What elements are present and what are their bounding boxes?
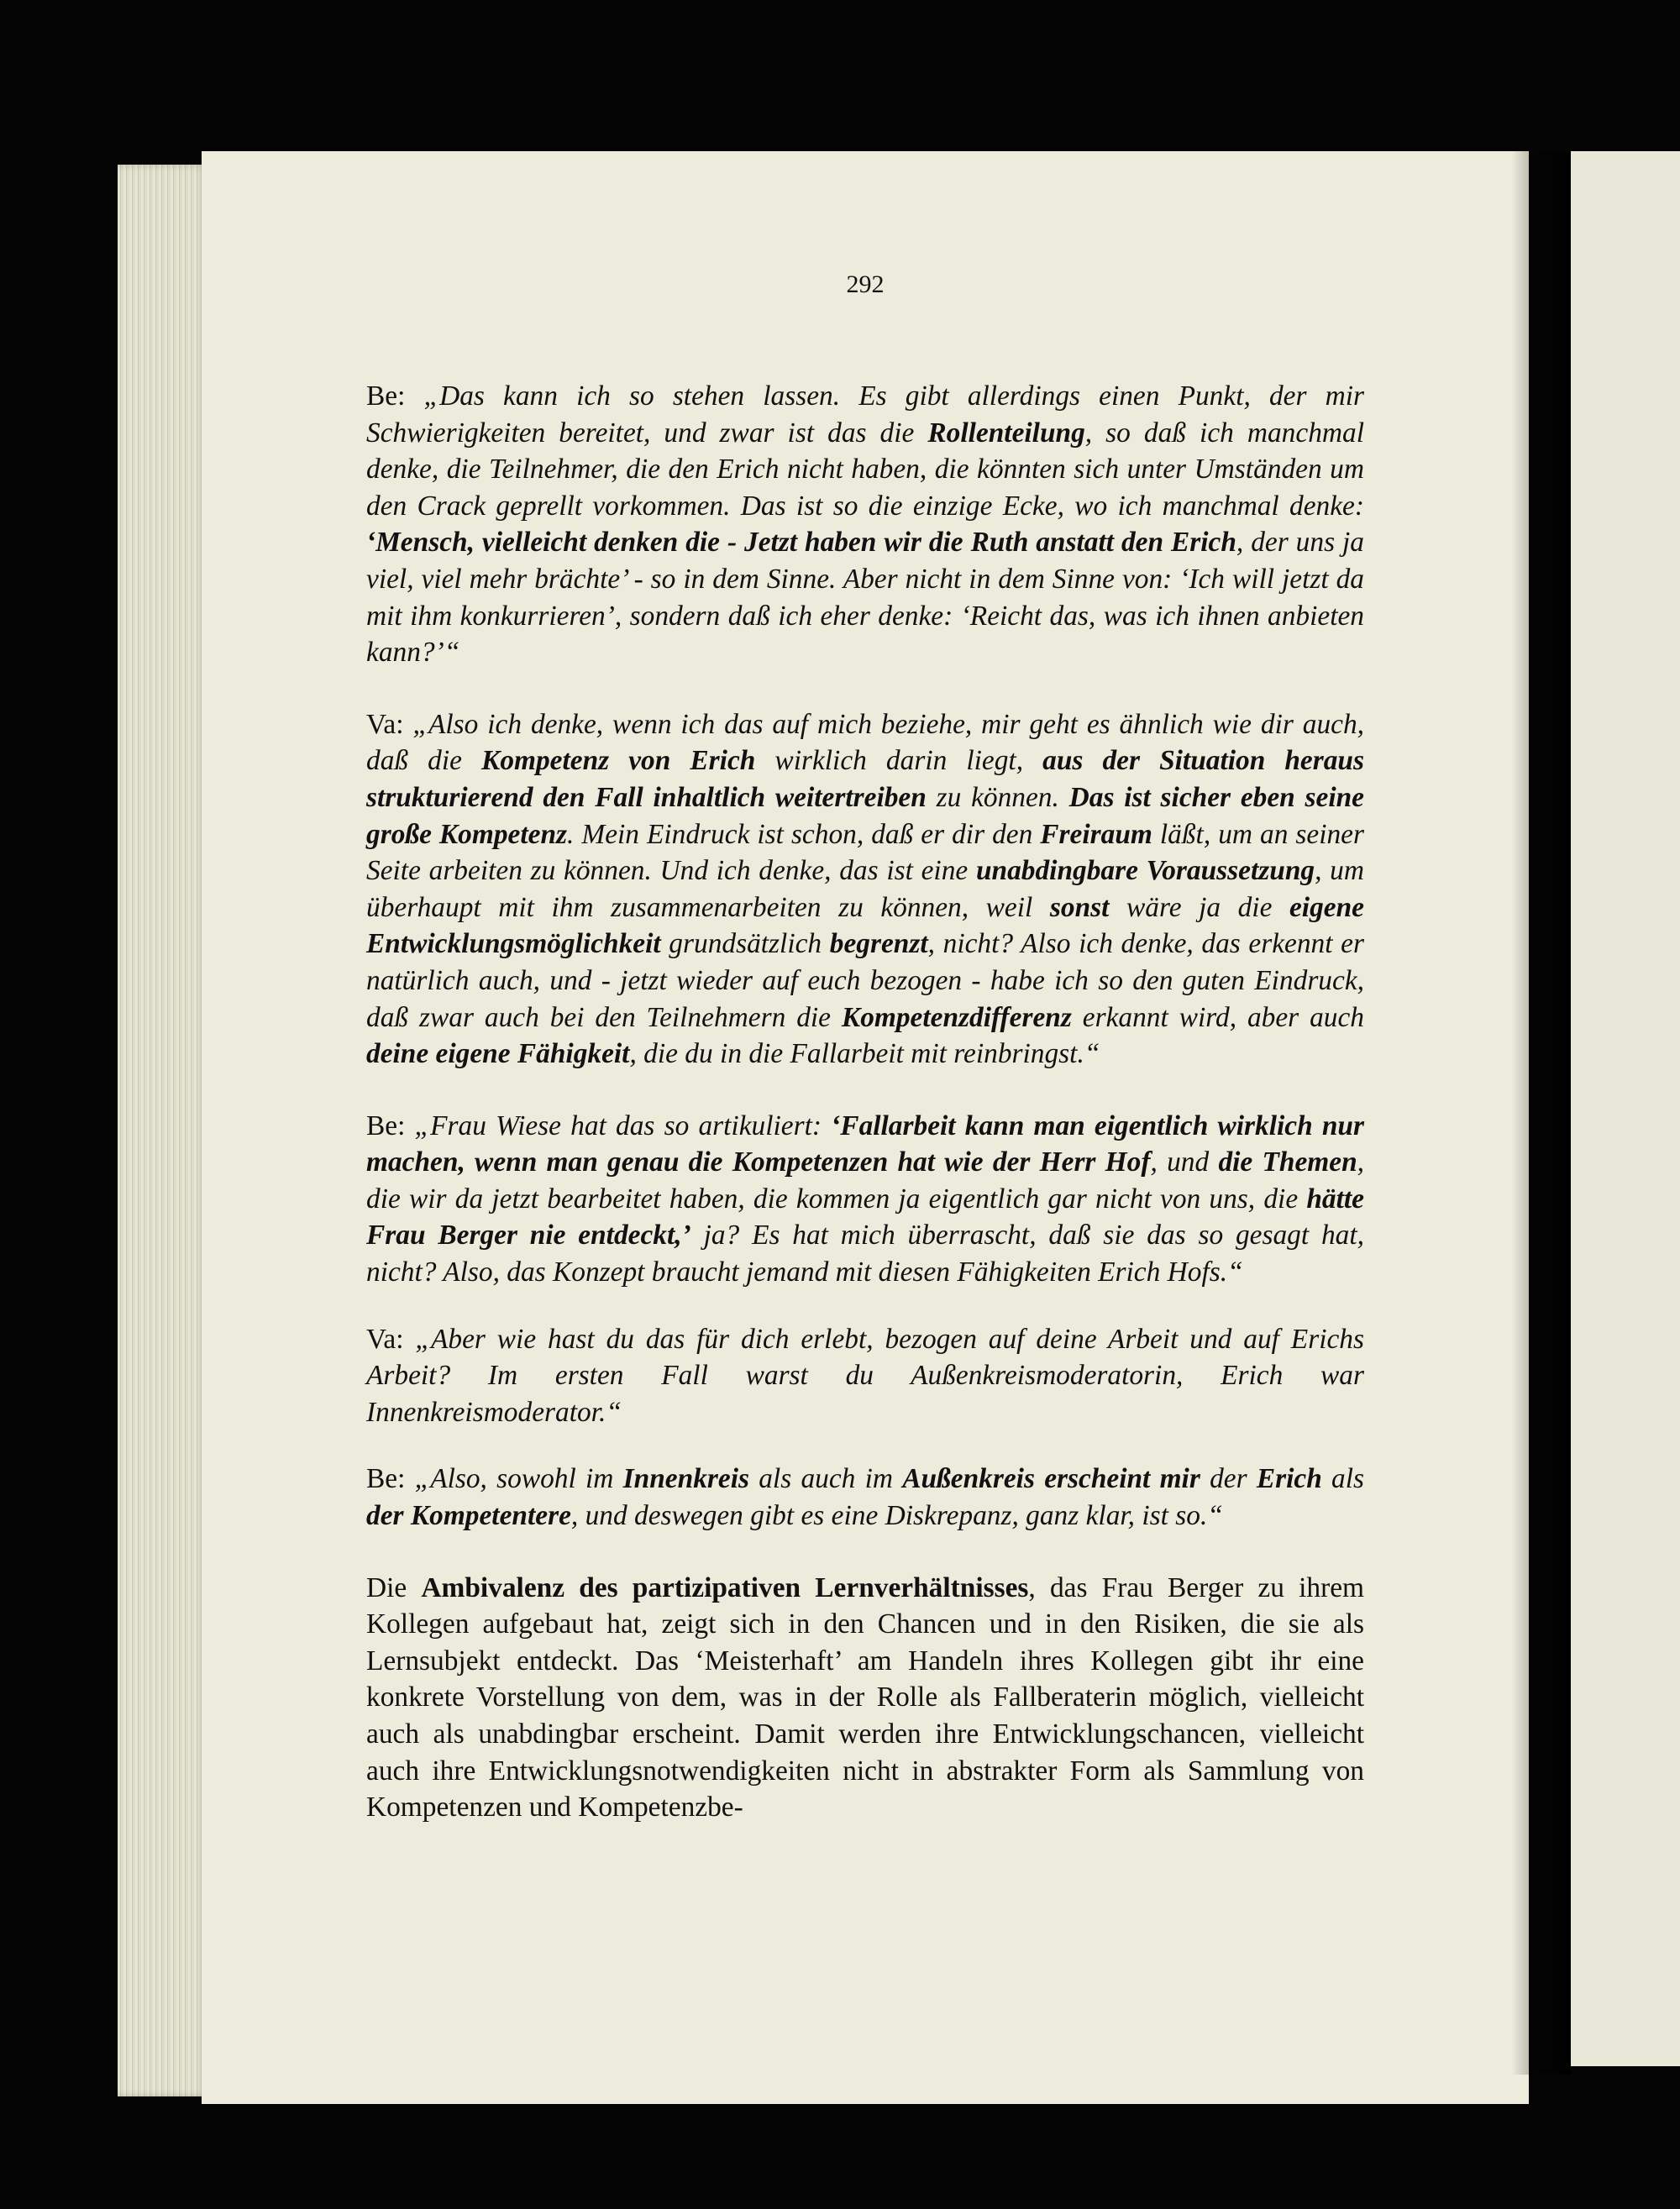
emphasis-run: Freiraum	[1040, 818, 1152, 850]
interview-paragraph	[366, 1321, 1364, 1431]
speaker-label: Va:	[366, 1323, 404, 1355]
text-run: ja? Es hat mich überrascht, daß sie das so gesagt hat, nicht? Also, das Konzept braucht jemand mit diesen Fähigkeiten Erich Hofs.“	[366, 1220, 1364, 1288]
emphasis-run: hätte Frau Berger nie entdeckt,’	[366, 1183, 1364, 1251]
emphasis-run: Außenkreis erscheint mir	[902, 1463, 1200, 1495]
text-run: „Also, sowohl im	[405, 1463, 623, 1495]
text-run: „Also ich denke, wenn ich das auf mich beziehe, mir geht es ähnlich wie dir auch, daß die	[366, 708, 1364, 777]
emphasis-run: begrenzt	[829, 928, 928, 960]
text-run: Die	[366, 1571, 422, 1603]
text-run: , so daß ich manchmal denke, die Teilnehmer, die den Erich nicht haben, die könnten sich unter Umständen um den Crack geprellt vorkommen. Das ist so die einzige Ecke, wo ich manchmal denke:	[366, 417, 1364, 522]
speaker-label: Be:	[366, 1110, 406, 1141]
text-run: wäre ja die	[1109, 891, 1289, 923]
interview-paragraph	[366, 706, 1364, 1073]
speaker-label: Va:	[366, 708, 404, 740]
text-run: erkannt wird, aber auch	[1071, 1001, 1365, 1033]
text-run: zu können.	[926, 781, 1069, 813]
page-number: 292	[846, 270, 885, 298]
speaker-label: Be:	[366, 1463, 406, 1495]
body-paragraph	[366, 1570, 1364, 1826]
emphasis-run: deine eigene Fähigkeit	[366, 1038, 630, 1070]
page-text	[366, 378, 1364, 1826]
emphasis-run: ‘Mensch, vielleicht denken die - Jetzt haben wir die Ruth anstatt den Erich	[366, 527, 1236, 559]
text-run: „Frau Wiese hat das so artikuliert:	[405, 1110, 832, 1141]
text-run: , und	[1150, 1146, 1219, 1178]
text-run: als	[1321, 1463, 1364, 1495]
speaker-label: Be:	[366, 380, 406, 412]
emphasis-run: sonst	[1049, 891, 1110, 923]
text-run: , die du in die Fallarbeit mit reinbringst.“	[629, 1038, 1100, 1070]
text-run: „Das kann ich so stehen lassen. Es gibt allerdings einen Punkt, der mir Schwierigkeiten bereitet, und zwar ist das die	[366, 380, 1364, 449]
text-run: , nicht? Also ich denke, das erkennt er natürlich auch, und - jetzt wieder auf euch bezogen - habe ich so den guten Eindruck, daß zwar auch bei den Teilnehmern die	[366, 928, 1364, 1033]
text-run: , die wir da jetzt bearbeitet haben, die kommen ja eigentlich gar nicht von uns, die	[366, 1146, 1364, 1215]
text-run: wirklich darin liegt,	[755, 745, 1043, 777]
emphasis-run: Ambivalenz des partizipativen Lernverhältnisses	[421, 1571, 1029, 1603]
book-page	[202, 151, 1529, 2104]
interview-paragraph	[366, 1461, 1364, 1534]
emphasis-run: Erich	[1256, 1463, 1322, 1495]
emphasis-run: Das ist sicher eben seine große Kompetenz	[366, 781, 1364, 850]
text-run: der	[1200, 1463, 1257, 1495]
text-run: , und deswegen gibt es eine Diskrepanz, ganz klar, ist so.“	[570, 1500, 1223, 1532]
emphasis-run: Rollenteilung	[927, 417, 1085, 449]
text-run: läßt, um an seiner Seite arbeiten zu können. Und ich denke, das ist eine	[366, 818, 1364, 887]
emphasis-run: Kompetenz von Erich	[481, 745, 756, 777]
book-page-block	[118, 151, 1562, 2104]
emphasis-run: Innenkreis	[622, 1463, 749, 1495]
next-page-edge	[1571, 151, 1680, 2066]
emphasis-run: aus der Situation heraus strukturierend den Fall inhaltlich weitertreiben	[366, 745, 1364, 813]
emphasis-run: ‘Fallarbeit kann man eigentlich wirklich nur machen, wenn man genau die Kompetenzen hat wie der Herr Hof	[366, 1110, 1364, 1178]
text-run: als auch im	[748, 1463, 903, 1495]
interview-paragraph	[366, 1108, 1364, 1291]
emphasis-run: der Kompetentere	[366, 1500, 571, 1532]
spine-shadow	[1512, 151, 1571, 2075]
interview-paragraph	[366, 378, 1364, 671]
text-run: „Aber wie hast du das für dich erlebt, bezogen auf deine Arbeit und auf Erichs Arbeit? Im ersten Fall warst du Außenkreismoderatorin, Erich war Innenkreismoderator.“	[366, 1323, 1364, 1428]
text-run: , um überhaupt mit ihm zusammenarbeiten zu können, weil	[366, 855, 1364, 923]
emphasis-run: eigene Entwicklungsmöglichkeit	[366, 891, 1364, 960]
text-run: , der uns ja viel, viel mehr brächte’ - so in dem Sinne. Aber nicht in dem Sinne von: ‘Ich will jetzt da mit ihm konkurrieren’, sondern daß ich eher denke: ‘Reicht das, was ich ihnen anbieten kann?’“	[366, 527, 1364, 669]
emphasis-run: Kompetenzdifferenz	[841, 1001, 1072, 1033]
emphasis-run: die Themen	[1218, 1146, 1357, 1178]
text-run: , das Frau Berger zu ihrem Kollegen aufgebaut hat, zeigt sich in den Chancen und in den Risiken, die sie als Lernsubjekt entdeckt. Das ‘Meisterhaft’ am Handeln ihres Kollegen gibt ihr eine konkrete Vorstellung von dem, was in der Rolle als Fallberaterin möglich, vielleicht auch als unabdingbar erscheint. Damit werden ihre Entwicklungschancen, vielleicht auch ihre Entwicklungsnotwendigkeiten nicht in abstrakter Form als Sammlung von Kompetenzen und Kompetenzbe-	[366, 1571, 1364, 1823]
emphasis-run: unabdingbare Voraussetzung	[975, 855, 1315, 887]
text-run: . Mein Eindruck ist schon, daß er dir den	[567, 818, 1041, 850]
text-run: grundsätzlich	[660, 928, 830, 960]
